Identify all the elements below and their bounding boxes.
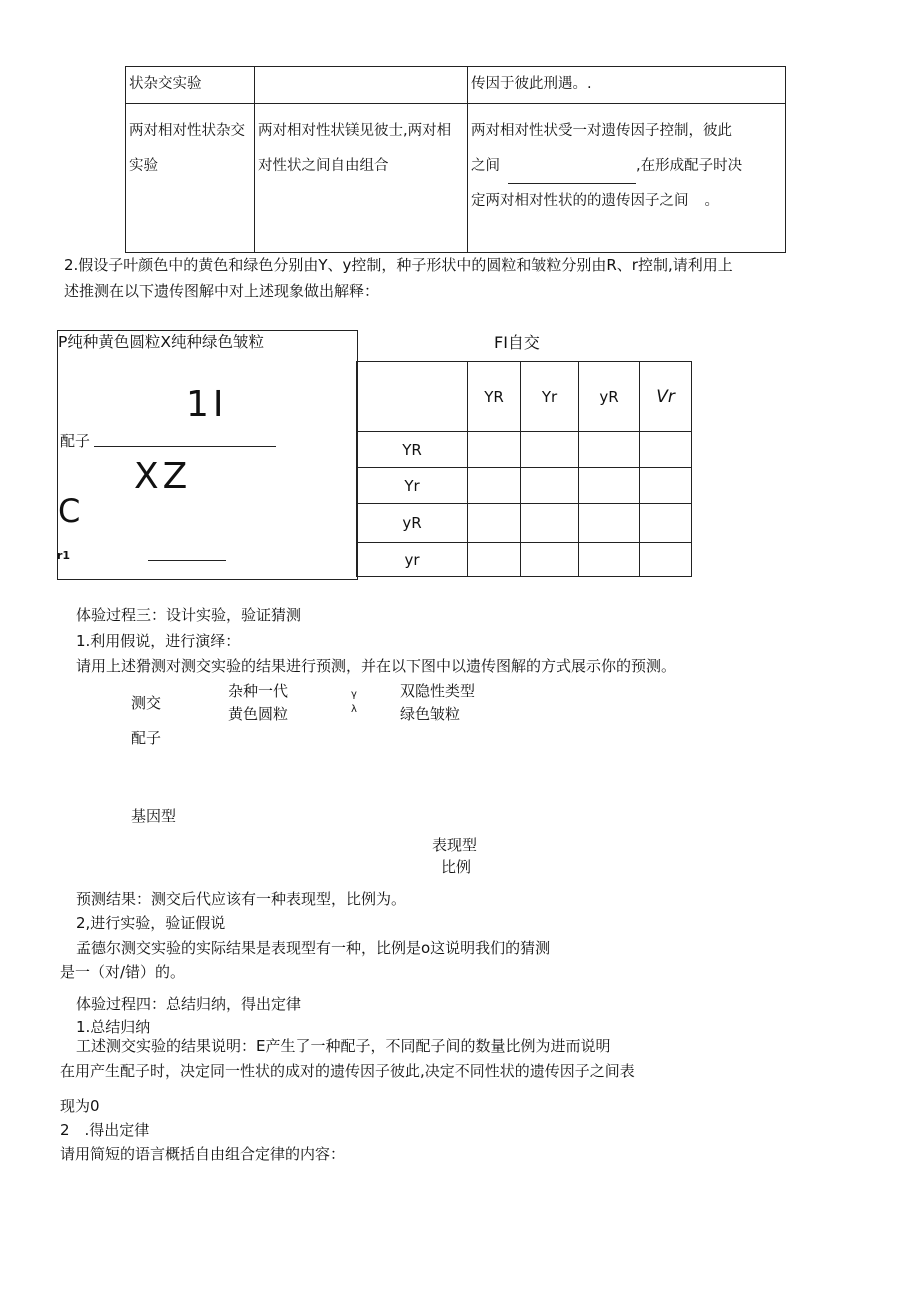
p-generation-line: P纯种黄色圆粒X纯种绿色皱粒 (58, 333, 264, 351)
section3-step1: 1.利用假说，进行演绎： (76, 632, 241, 650)
column-header: YR (468, 362, 521, 432)
table-cell[interactable] (521, 543, 579, 577)
gamete-label: 配子 (60, 432, 91, 450)
row-header: YR (357, 432, 468, 468)
section3-step2: 2,进行实验，验证假说 (76, 914, 226, 932)
table-cell (255, 67, 468, 104)
genotype-label: 基因型 (131, 807, 177, 825)
table-cell[interactable] (521, 504, 579, 543)
prediction-result: 预测结果：测交后代应该有一种表现型，比例为。 (76, 890, 407, 908)
f1-label: r1 (57, 549, 71, 562)
f1-selfcross-title: FI自交 (494, 333, 540, 352)
table-cell[interactable] (579, 543, 640, 577)
table-row (357, 468, 692, 504)
ratio-label: 比例 (441, 858, 472, 876)
law-instruction: 请用简短的语言概括自由组合定律的内容： (60, 1145, 346, 1163)
answer-blank[interactable] (508, 169, 636, 184)
table-cell: 状杂交实验 (126, 67, 255, 104)
gamete-label: 配子 (131, 729, 162, 747)
table-row (126, 67, 786, 104)
table-cell[interactable] (468, 543, 521, 577)
table-cell[interactable] (579, 504, 640, 543)
answer-blank[interactable] (148, 560, 226, 561)
experiment-table (125, 66, 786, 253)
cell-text: 。 (704, 192, 719, 209)
cross-symbol-top: γ (351, 689, 357, 700)
summary-line2: 在用产生配子时，决定同一性状的成对的遗传因子彼此,决定不同性状的遗传因子之间表 (60, 1062, 635, 1080)
table-row (126, 104, 786, 253)
table-cell (255, 104, 468, 253)
cross-diagram-box (57, 330, 358, 580)
cell-text: 两对相对性状受一对遗传因子控制，彼此 (471, 123, 732, 139)
column-header: Vr (640, 362, 692, 432)
section3-instruction: 请用上述猾测对测交实验的结果进行预测，并在以下图中以遗传图解的方式展示你的预测。 (76, 657, 677, 675)
cell-text-line (471, 184, 783, 219)
table-row (357, 362, 692, 432)
table-cell (126, 104, 255, 253)
table-cell[interactable] (468, 504, 521, 543)
table-cell[interactable] (468, 432, 521, 468)
table-row (357, 432, 692, 468)
table-cell (468, 104, 786, 253)
table-cell[interactable] (468, 468, 521, 504)
table-row (357, 504, 692, 543)
table-cell[interactable] (579, 432, 640, 468)
table-cell[interactable] (521, 432, 579, 468)
summary-line1: 工述测交实验的结果说明：E产生了一种配子，不同配子间的数量比例为进而说明 (76, 1037, 611, 1055)
row-header: yR (357, 504, 468, 543)
hybrid-line1: 杂种一代 (228, 682, 289, 700)
cell-text: 两对相对性状镁见彼士,两对相对性状之间自由组合 (258, 123, 452, 174)
recessive-line2: 绿色皱粒 (400, 705, 461, 723)
section4-step1: 1.总结归纳 (76, 1018, 151, 1036)
cell-text: 定两对相对性状的的遗传因子之间 (471, 192, 689, 209)
table-cell[interactable] (640, 432, 692, 468)
table-cell[interactable] (640, 543, 692, 577)
table-corner (357, 362, 468, 432)
section4-step2: 2 .得出定律 (60, 1121, 150, 1139)
cell-text: 两对相对性状杂交实验 (129, 123, 245, 174)
punnett-square (356, 361, 692, 577)
cell-text: 之间 (471, 157, 500, 174)
column-header: yR (579, 362, 640, 432)
column-header: Yr (521, 362, 579, 432)
mendel-result-line1: 孟德尔测交实验的实际结果是表现型有一种，比例是o这说明我们的猜测 (76, 939, 551, 957)
table-cell: 传因于彼此刑遇。. (468, 67, 786, 104)
question-2-line1: 2.假设子叶颜色中的黄色和绿色分别由Y、y控制，种子形状中的圆粒和皱粒分别由R、r控制,请利用上 (64, 256, 733, 274)
section3-heading: 体验过程三：设计实验，验证猜测 (76, 606, 302, 624)
table-cell[interactable] (640, 468, 692, 504)
cell-text-line (471, 149, 783, 184)
section4-heading: 体验过程四：总结归纳，得出定律 (76, 995, 302, 1013)
diagram-mark: C (58, 492, 85, 530)
hybrid-line2: 黄色圆粒 (228, 705, 289, 723)
row-header: yr (357, 543, 468, 577)
row-header: Yr (357, 468, 468, 504)
table-cell[interactable] (521, 468, 579, 504)
answer-blank[interactable] (94, 446, 276, 447)
phenotype-label: 表现型 (432, 836, 478, 854)
question-2-line2: 述推测在以下遗传图解中对上述现象做出解释： (64, 282, 380, 300)
table-cell[interactable] (640, 504, 692, 543)
recessive-line1: 双隐性类型 (400, 682, 476, 700)
diagram-mark: XZ (134, 456, 192, 497)
cross-symbol-bottom: λ (351, 704, 357, 715)
cell-text: ,在形成配子时决 (636, 157, 743, 174)
diagram-mark: 1I (186, 384, 228, 425)
mendel-result-line2: 是一（对/错）的。 (60, 963, 186, 981)
table-cell[interactable] (579, 468, 640, 504)
summary-line3: 现为0 (60, 1097, 100, 1115)
table-row (357, 543, 692, 577)
testcross-label: 测交 (131, 694, 162, 712)
